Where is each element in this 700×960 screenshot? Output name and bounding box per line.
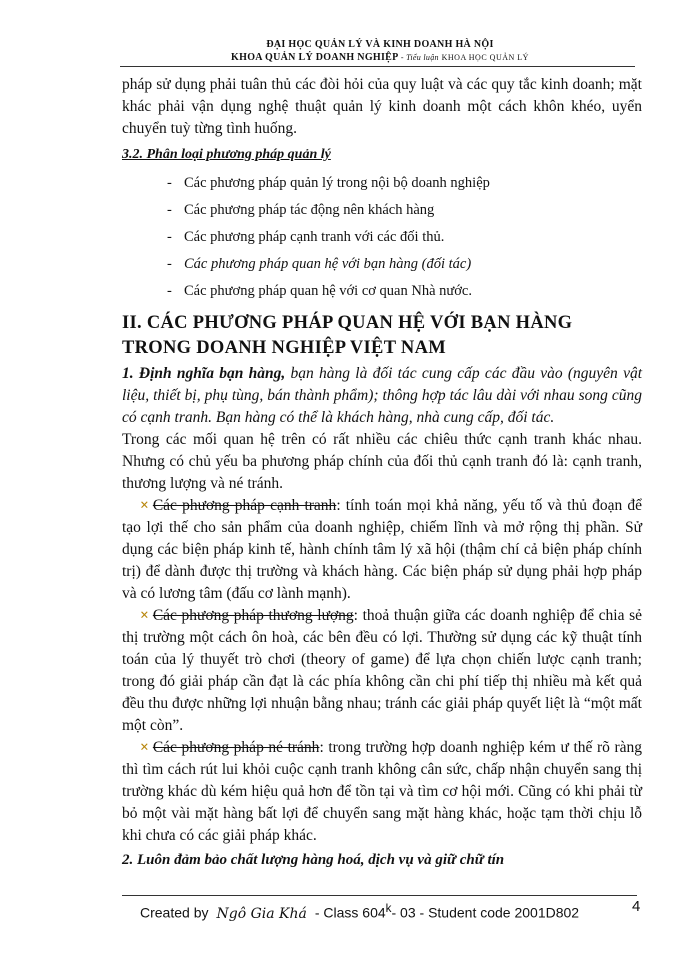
header-divider — [120, 66, 635, 67]
method-3-text: : trong trường hợp doanh nghiệp kém ư thế rõ ràng thì tìm cách rút lui khỏi cuộc cạnh tranh không cân sức, chấp nhận chuyển sang thị trường khác dù kém hiệu quả hơn để tồn tại và tìm cơ hội mới. Cũng có khi phải từ bỏ một vài mặt hàng bất lợi để chuyển sang mặt hàng khác, hoặc tạm thời chịu lỗ khi chưa có các giải pháp khác. — [122, 739, 642, 844]
section-3-2-title: 3.2. Phân loại phương pháp quản lý — [122, 147, 331, 162]
bullet-dash: - — [167, 256, 172, 272]
signature: Ngô Gia Khá — [216, 905, 307, 922]
compete-paragraph: Trong các mối quan hệ trên có rất nhiều các chiêu thức cạnh tranh khác nhau. Nhưng có chủ yếu ba phương pháp chính của đối thủ cạnh tranh đó là: cạnh tranh, thương lượng và né tránh. — [122, 431, 642, 492]
section-2-title: 2. Luôn đảm bảo chất lượng hàng hoá, dịch vụ và giữ chữ tín — [122, 852, 505, 868]
essay-label: - Tiểu luận — [400, 53, 439, 62]
bullet-dash: - — [167, 202, 172, 218]
bullet-dash: - — [167, 175, 172, 191]
definition-text: bạn hàng là đối tác cung cấp các đầu vào (nguyên vật liệu, thiết bị, phụ tùng, bán thành phẩm); thông hợp tác lâu dài với nhau song cũng có cạnh tranh. Bạn hàng có thể là khách hàng, nhà cung cấp, đối tác. — [122, 365, 642, 426]
method-2-paragraph — [122, 605, 642, 737]
method-1-text: : tính toán mọi khả năng, yếu tố và thủ đoạn để tạo lợi thế cho sản phẩm của doanh nghiệp, chiếm lĩnh và mở rộng thị phần. Sử dụng các biện pháp kinh tế, hành chính tâm lý xã hội (thậm chí cả biện pháp chính trị) để dành được thị trường và khách hàng. Các biện pháp sử dụng phải hợp pháp và có lương tâm (đấu cơ lành mạnh). — [122, 497, 643, 602]
page-content — [122, 74, 642, 871]
faculty-name: KHOA QUẢN LÝ DOANH NGHIỆP — [231, 52, 399, 63]
method-1-paragraph — [122, 495, 642, 605]
class-info: - Class 604 — [314, 904, 386, 921]
page-number: 4 — [632, 898, 641, 915]
x-bullet-icon: × — [140, 497, 149, 514]
faculty-line — [120, 51, 640, 64]
method-3-title: Các phương pháp né tránh — [152, 739, 320, 756]
student-info: - 03 - Student code 2001D802 — [391, 904, 580, 921]
x-bullet-icon: × — [140, 739, 149, 756]
method-1-title: Các phương pháp cạnh tranh — [152, 497, 337, 514]
definition-paragraph — [122, 363, 642, 429]
list-item: - Các phương pháp quan hệ với cơ quan Nhà nước. — [122, 278, 642, 305]
created-by-label: Created by — [140, 904, 209, 921]
bullet-dash: - — [167, 229, 172, 245]
method-2-text: : thoả thuận giữa các doanh nghiệp để chia sẻ thị trường một cách ôn hoà, các bên đều có lợi. Thường sử dụng các kỹ thuật tính toán của lý thuyết trò chơi (theory of game) để lựa chọn chiến lược cạnh tranh; trong đó giải pháp cần đạt là các phía không cần chi phí tiếp thị nhiều mà kết quả đều thu được những lợi nhuận bằng nhau; tránh các giải pháp quyết liệt là “một mất một còn”. — [122, 607, 642, 734]
university-name: ĐẠI HỌC QUẢN LÝ VÀ KINH DOANH HÀ NỘI — [266, 39, 494, 50]
footer-divider — [122, 895, 637, 896]
page-footer — [140, 902, 579, 922]
definition-title: 1. Định nghĩa bạn hàng, — [122, 365, 286, 382]
heading-II: II. CÁC PHƯƠNG PHÁP QUAN HỆ VỚI BẠN HÀNG TRONG DOANH NGHIỆP VIỆT NAM — [122, 313, 573, 358]
x-bullet-icon: × — [140, 607, 149, 624]
method-3-paragraph — [122, 737, 642, 847]
method-2-title: Các phương pháp thương lượng — [152, 607, 354, 624]
page-header — [120, 38, 640, 64]
list-item: - Các phương pháp tác động nên khách hàng — [122, 197, 642, 224]
list-item: - Các phương pháp quản lý trong nội bộ doanh nghiệp — [122, 170, 642, 197]
intro-paragraph: pháp sử dụng phải tuân thủ các đòi hỏi của quy luật và các quy tắc kinh doanh; mặt khác phải vận dụng nghệ thuật quản lý kinh doanh một cách khôn khéo, uyển chuyển tuỳ từng tình huống. — [122, 76, 642, 137]
list-item: - Các phương pháp quan hệ với bạn hàng (đối tác) — [122, 251, 642, 278]
class-superscript: k — [385, 902, 392, 915]
subject-label: KHOA HỌC QUẢN LÝ — [441, 53, 529, 62]
bullet-dash: - — [167, 283, 172, 299]
list-item: - Các phương pháp cạnh tranh với các đối thủ. — [122, 224, 642, 251]
